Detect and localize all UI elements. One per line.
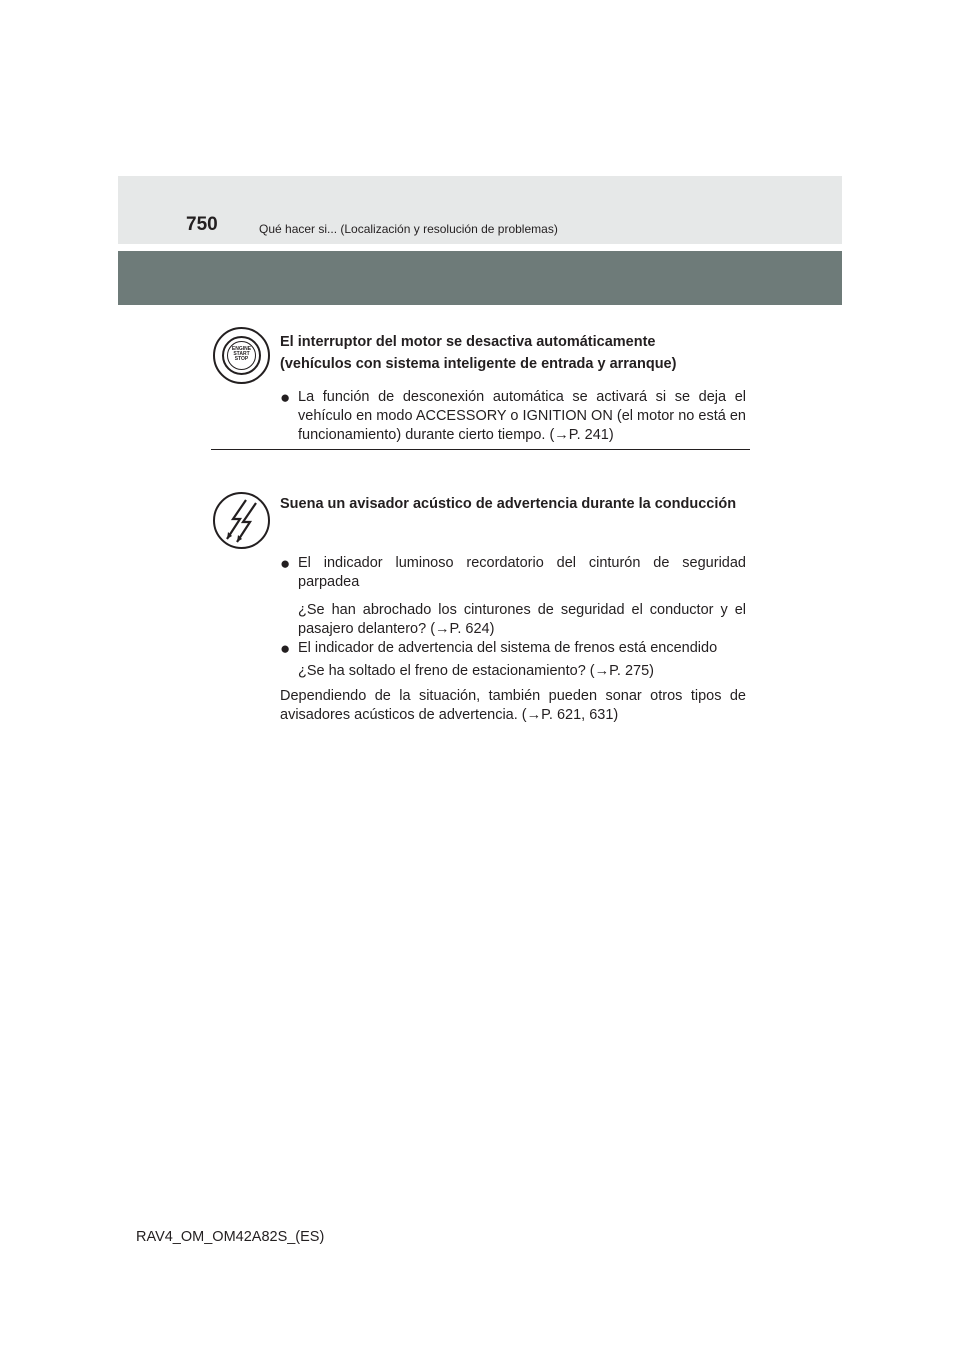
engine-icon-label-line: ENGINE [231,346,252,352]
bullet-icon: ● [280,554,291,573]
bullet-icon: ● [280,388,291,407]
section-banner [118,251,842,305]
brake-bullet-text: El indicador de advertencia del sistema de frenos está encendido [298,640,718,656]
engine-bullet-text: La función de desconexión automática se activará si se deja el vehículo en modo ACCESSORY o IGNITION ON (el motor no está en funcionamiento) durante cierto tiempo. (→P. 241) [298,389,746,443]
seatbelt-question: ¿Se han abrochado los cinturones de seguridad el conductor y el pasajero delantero? (→P. 624) [298,602,746,637]
engine-section-title [280,331,746,375]
bullet-icon: ● [280,639,291,658]
engine-icon-label [223,347,260,362]
engine-title-line-1: El interruptor del motor se desactiva automáticamente [280,334,656,350]
section-divider [211,449,750,450]
brake-question: ¿Se ha soltado el freno de estacionamiento? (→P. 275) [298,663,655,679]
document-code: RAV4_OM_OM42A82S_(ES) [136,1229,325,1245]
chapter-title: Qué hacer si... (Localización y resolución de problemas) [259,222,558,236]
warning-buzzer-icon [213,492,270,549]
buzzer-section-title: Suena un avisador acústico de advertencia durante la conducción [280,496,737,512]
buzzer-note: Dependiendo de la situación, también pueden sonar otros tipos de avisadores acústicos de advertencia. (→P. 621, 631) [280,688,746,723]
engine-icon-label-line: STOP [234,356,249,362]
engine-icon-label-line: START [233,351,250,357]
engine-title-line-2: (vehículos con sistema inteligente de entrada y arranque) [280,356,677,372]
seatbelt-bullet-text: El indicador luminoso recordatorio del cinturón de seguridad parpadea [298,555,746,590]
page-number: 750 [186,214,218,235]
